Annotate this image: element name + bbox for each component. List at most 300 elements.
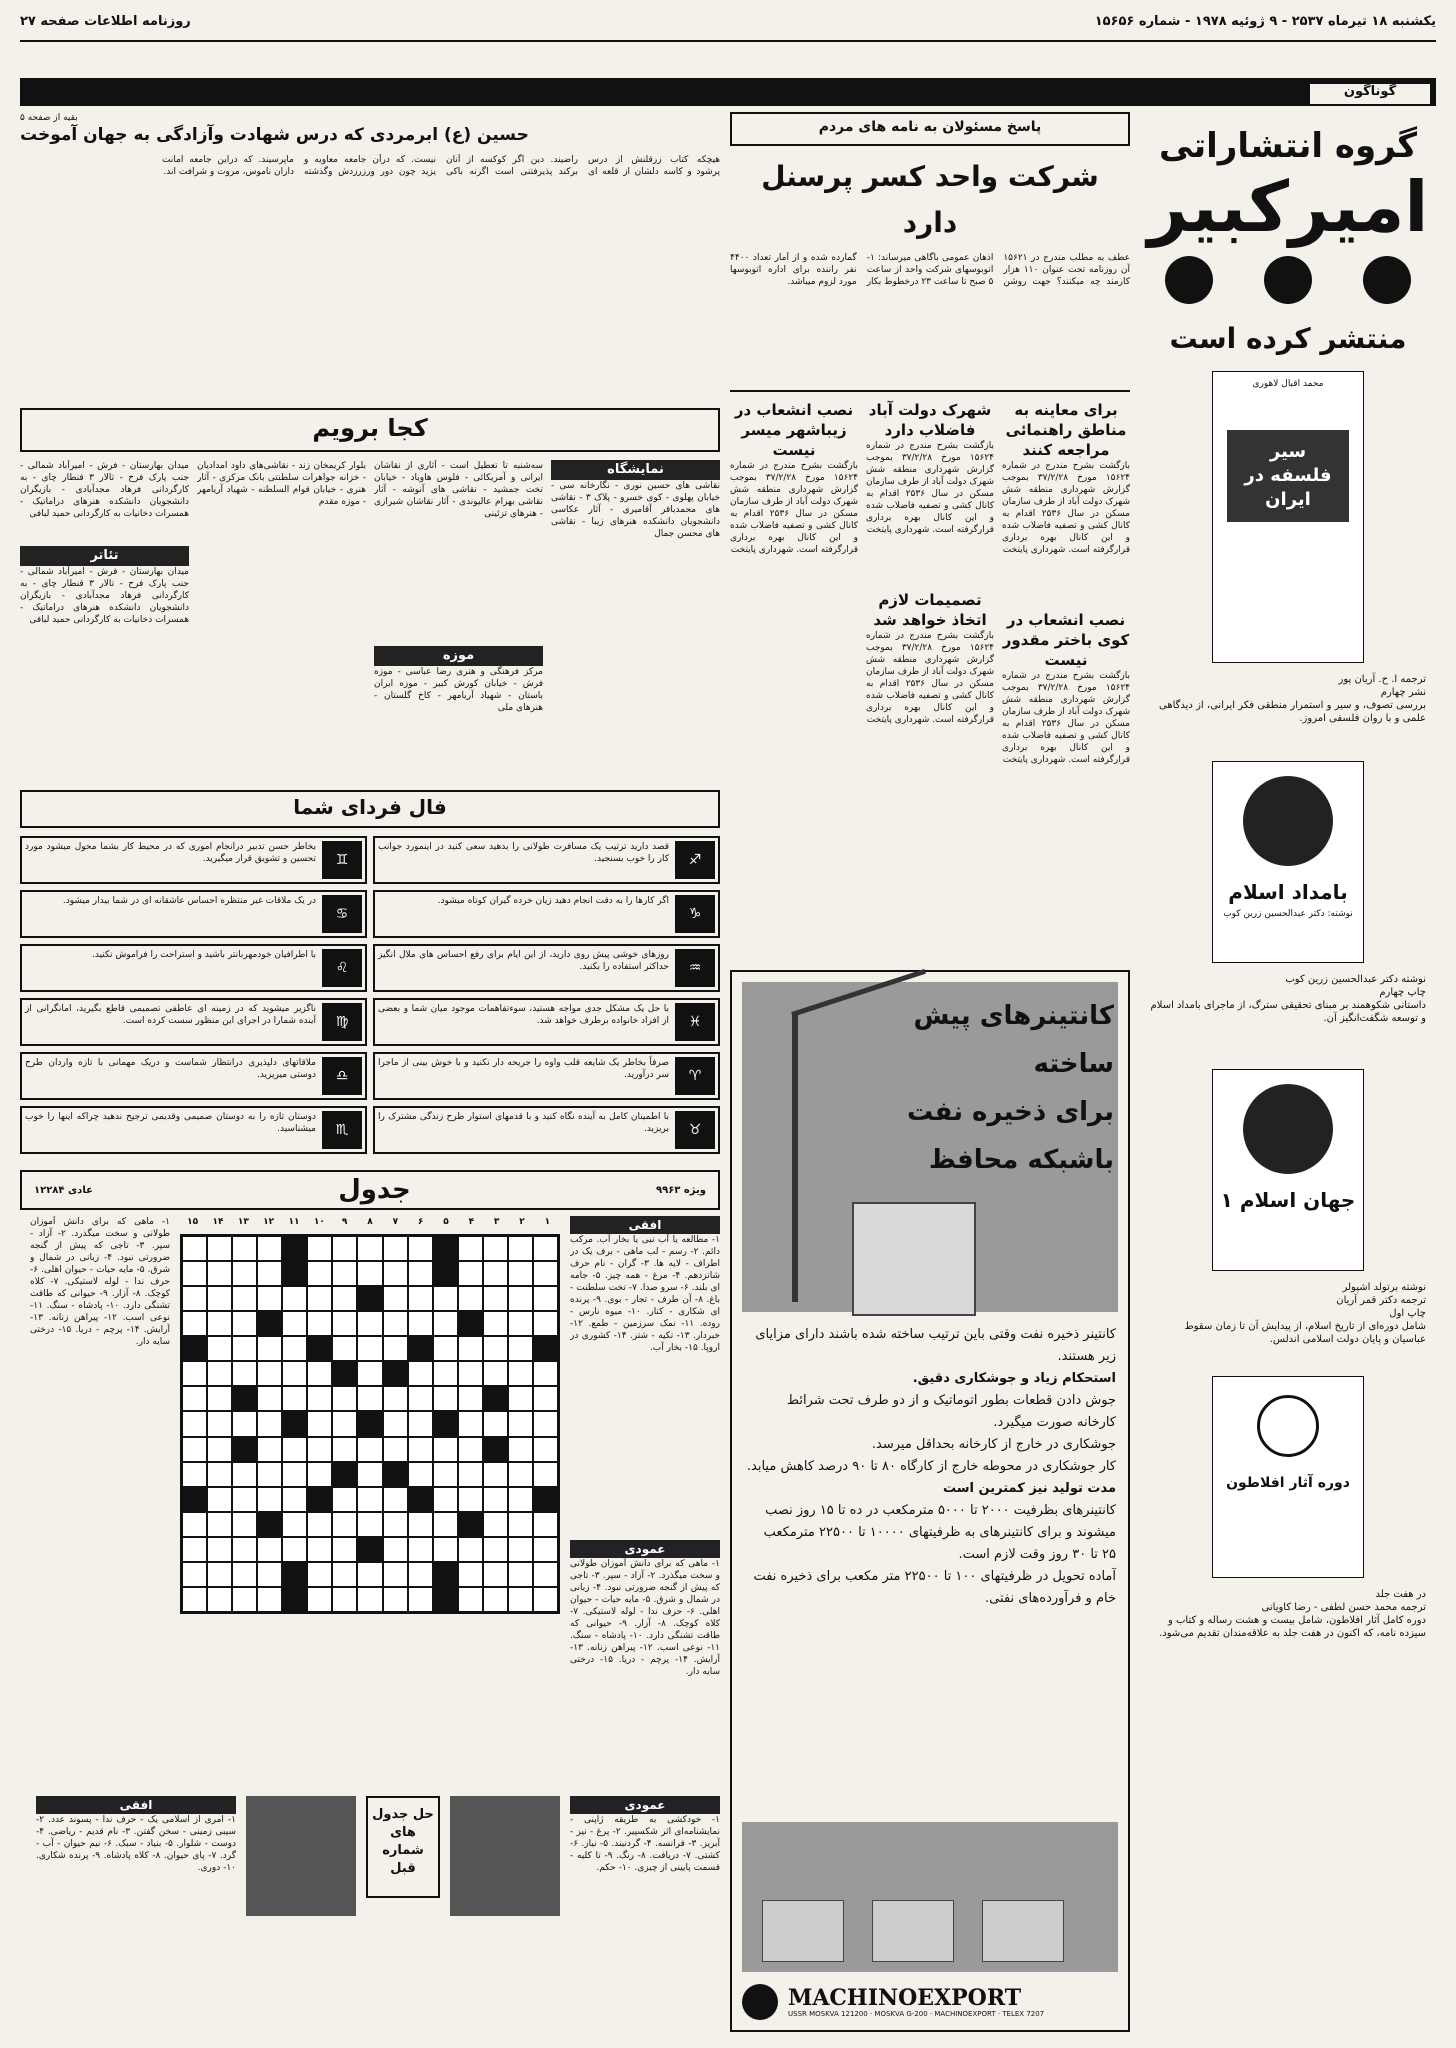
crossword-header	[20, 1170, 720, 1210]
crossword-cell[interactable]	[533, 1462, 558, 1487]
where-columns	[20, 460, 720, 775]
zodiac-sign-icon: ♓	[675, 1003, 715, 1041]
crossword-cell[interactable]	[383, 1261, 408, 1286]
museum-label: موزه	[374, 646, 543, 666]
ad-title-2: برای ذخیره نفت	[907, 1097, 1114, 1127]
crossword-cell[interactable]	[508, 1361, 533, 1386]
crossword-cell[interactable]	[433, 1487, 458, 1512]
crossword-cell[interactable]	[307, 1361, 332, 1386]
horoscope-text: روزهای خوشی پیش روی دارید، از این ایام برای رفع احساس های ملال انگیز حداکثر استفاده را بکنید.	[378, 950, 669, 972]
crossword-cell[interactable]	[232, 1361, 257, 1386]
crossword-cell[interactable]	[383, 1537, 408, 1562]
crossword-cell[interactable]	[458, 1236, 483, 1261]
crossword-cell[interactable]	[533, 1311, 558, 1336]
zodiac-sign-icon: ♈	[675, 1057, 715, 1095]
crossword-cell[interactable]	[483, 1487, 508, 1512]
crossword-cell[interactable]	[483, 1411, 508, 1436]
where-title: کجا برویم	[20, 408, 720, 452]
horoscope-item	[373, 944, 720, 992]
across-label: افقی	[36, 1796, 236, 1814]
crossword-cell[interactable]	[207, 1437, 232, 1462]
crossword-cell[interactable]	[408, 1286, 433, 1311]
horoscope-text: قصد دارید ترتیب یک مسافرت طولانی را بدهید سعی کنید در اینمورد جوانب کار را خوب بسنجید.	[378, 842, 669, 864]
crossword-cell[interactable]	[357, 1587, 382, 1612]
exhibit-label: نمایشگاه	[551, 460, 720, 480]
crossword-cell[interactable]	[282, 1361, 307, 1386]
crossword-cell[interactable]	[383, 1562, 408, 1587]
crossword-cell[interactable]	[483, 1361, 508, 1386]
crossword-cell[interactable]	[458, 1562, 483, 1587]
crossword-cell[interactable]	[508, 1537, 533, 1562]
crossword-cell[interactable]	[408, 1411, 433, 1436]
crossword-cell[interactable]	[257, 1462, 282, 1487]
crossword-cell[interactable]	[433, 1512, 458, 1537]
crossword-cell[interactable]	[282, 1311, 307, 1336]
crossword-cell[interactable]	[483, 1336, 508, 1361]
crossword-cell[interactable]	[383, 1236, 408, 1261]
horoscope-item	[20, 890, 367, 938]
crossword-cell[interactable]	[483, 1236, 508, 1261]
crossword-numbers	[180, 1216, 560, 1234]
section-title: گوناگون	[1310, 84, 1430, 104]
letter-body: بازگشت بشرح مندرج در شماره ۱۵۶۲۴ مورخ ۳۷/۲/۲۸ بموجب گزارش شهرداری منطقه شش شهرک دولت آباد از طرف سازمان مسکن در سال ۲۵۳۶ اقدام به کانال کشی و تصفیه فاضلاب شده و این کانال بهره برداری قرارگرفته است. شهرداری پایتخت	[730, 461, 858, 555]
column-number: ۱	[544, 1217, 551, 1227]
crossword-cell[interactable]	[257, 1537, 282, 1562]
crossword-cell[interactable]	[383, 1512, 408, 1537]
divider	[730, 390, 1130, 392]
crossword-cell[interactable]	[383, 1336, 408, 1361]
crossword-cell[interactable]	[257, 1236, 282, 1261]
crossword-cell[interactable]	[533, 1386, 558, 1411]
crossword-cell[interactable]	[182, 1311, 207, 1336]
solution-grid	[246, 1796, 356, 1916]
crossword-cell[interactable]	[307, 1236, 332, 1261]
horoscope-text: دوستان تازه را به دوستان صمیمی وقدیمی ترجیح ندهید چراکه اینها را خوب میشناسید.	[25, 1112, 316, 1134]
crossword-cell[interactable]	[207, 1286, 232, 1311]
crossword-cell[interactable]	[332, 1587, 357, 1612]
ad-brand	[742, 1980, 1118, 2024]
crossword-cell[interactable]	[257, 1261, 282, 1286]
crossword-cell[interactable]	[383, 1487, 408, 1512]
crossword-cell[interactable]	[458, 1487, 483, 1512]
crossword-title: جدول	[338, 1175, 411, 1205]
crossword-cell[interactable]	[182, 1236, 207, 1261]
crossword-cell[interactable]	[282, 1512, 307, 1537]
crossword-cell[interactable]	[257, 1386, 282, 1411]
zodiac-sign-icon: ♌	[322, 949, 362, 987]
crossword-cell[interactable]	[408, 1311, 433, 1336]
crossword-cell[interactable]	[408, 1537, 433, 1562]
letter-body: بازگشت بشرح مندرج در شماره ۱۵۶۲۴ مورخ ۳۷/۲/۲۸ بموجب گزارش شهرداری منطقه شش شهرک دولت آباد از طرف سازمان مسکن در سال ۲۵۳۶ اقدام به کانال کشی و تصفیه فاضلاب شده و این کانال بهره برداری قرارگرفته است. شهرداری پایتخت	[1002, 671, 1130, 765]
crossword-cell[interactable]	[282, 1487, 307, 1512]
zodiac-sign-icon: ♒	[675, 949, 715, 987]
crossword-cell[interactable]	[508, 1487, 533, 1512]
crossword-cell[interactable]	[257, 1411, 282, 1436]
ad-para: استحکام زیاد و جوشکاری دقیق.	[912, 1371, 1116, 1386]
crossword-block	[257, 1512, 282, 1537]
crossword-cell[interactable]	[182, 1286, 207, 1311]
zodiac-sign-icon: ♋	[322, 895, 362, 933]
crossword-body	[20, 1216, 720, 1788]
crossword-cell[interactable]	[182, 1261, 207, 1286]
lower-clues-left	[36, 1796, 236, 2046]
ad-para: آماده تحویل در ظرفیتهای ۱۰۰ تا ۲۲۵۰۰ متر مکعب برای ذخیره نفت خام و فرآورده‌های نفتی.	[753, 1569, 1116, 1606]
crossword-cell[interactable]	[508, 1236, 533, 1261]
ad-para: کار جوشکاری در محوطه خارج از کارگاه ۸۰ تا ۹۰ درصد کاهش میابد.	[746, 1459, 1116, 1474]
crossword-cell[interactable]	[207, 1361, 232, 1386]
crossword-cell[interactable]	[232, 1512, 257, 1537]
amirkabir-column	[1140, 112, 1436, 2032]
horoscope-text: بخاطر حسن تدبیر درانجام اموری که در محیط کار بشما محول میشود مورد تحسین و تشویق قرار میگیرید.	[25, 842, 316, 864]
crossword-block	[182, 1336, 207, 1361]
crossword-cell[interactable]	[408, 1512, 433, 1537]
crossword-cell[interactable]	[182, 1386, 207, 1411]
crossword-cell[interactable]	[207, 1462, 232, 1487]
crossword-cell[interactable]	[383, 1386, 408, 1411]
crossword-cell[interactable]	[207, 1336, 232, 1361]
crossword-cell[interactable]	[182, 1562, 207, 1587]
crossword-cell[interactable]	[207, 1487, 232, 1512]
crossword-cell[interactable]	[433, 1311, 458, 1336]
crossword-cell[interactable]	[232, 1587, 257, 1612]
zodiac-sign-icon: ♑	[675, 895, 715, 933]
horoscope-item	[373, 1106, 720, 1154]
crossword-cell[interactable]	[533, 1437, 558, 1462]
crossword-cell[interactable]	[508, 1512, 533, 1537]
crossword-cell[interactable]	[533, 1411, 558, 1436]
crossword-cell[interactable]	[408, 1386, 433, 1411]
crossword-cell[interactable]	[433, 1537, 458, 1562]
crossword-cell[interactable]	[182, 1411, 207, 1436]
crossword-cell[interactable]	[207, 1386, 232, 1411]
crossword-cell[interactable]	[232, 1286, 257, 1311]
down-clues: ۱- ماهی که برای دانش آموزان طولانی و سخت میگذرد. ۲- آزاد - سپر. ۳- تاجی که پیش از گنجه ضرورتی نبود. ۴- زبانی در شمال و شرق. ۵- مایه حیات - حیوان اهلی. ۶- حرف ندا - لوله لاستیکی. ۷- کلاه کوچک. ۸- آزار. ۹- حیوانی که طاقت تشنگی دارد. ۱۰- پادشاه - سنگ. ۱۱- نوعی اسب. ۱۲- پیراهن زنانه. ۱۳- آرایش. ۱۴- پرچم - دریا. ۱۵- درختی سایه دار.	[30, 1217, 170, 1347]
crossword-cell[interactable]	[182, 1587, 207, 1612]
crossword-cell[interactable]	[207, 1236, 232, 1261]
crossword-cell[interactable]	[282, 1437, 307, 1462]
crossword-cell[interactable]	[408, 1587, 433, 1612]
letters-col	[866, 400, 994, 810]
crossword-block	[232, 1386, 257, 1411]
crossword-cell[interactable]	[357, 1361, 382, 1386]
column-number: ۱۲	[263, 1217, 275, 1227]
crossword-cell[interactable]	[383, 1587, 408, 1612]
crossword-cell[interactable]	[282, 1386, 307, 1411]
crossword-cell[interactable]	[533, 1512, 558, 1537]
prev-solution-label: حل جدول های شماره قبل	[366, 1796, 440, 1898]
crossword-cell[interactable]	[483, 1512, 508, 1537]
crossword-cell[interactable]	[232, 1487, 257, 1512]
crossword-cell[interactable]	[332, 1386, 357, 1411]
crossword-cell[interactable]	[357, 1261, 382, 1286]
crossword-cell[interactable]	[508, 1562, 533, 1587]
crossword-cell[interactable]	[232, 1336, 257, 1361]
crossword-cell[interactable]	[533, 1361, 558, 1386]
crossword-cell[interactable]	[332, 1487, 357, 1512]
horoscope-item	[20, 998, 367, 1046]
crossword-cell[interactable]	[533, 1587, 558, 1612]
crossword-cell[interactable]	[508, 1286, 533, 1311]
book-author: محمد اقبال لاهوری	[1252, 379, 1324, 389]
crossword-cell[interactable]	[232, 1236, 257, 1261]
crossword-cell[interactable]	[182, 1537, 207, 1562]
crossword-cell[interactable]	[357, 1487, 382, 1512]
across-label: افقی	[570, 1216, 720, 1234]
crossword-cell[interactable]	[182, 1512, 207, 1537]
ad-para: کانتینرهای بظرفیت ۲۰۰۰ تا ۵۰۰۰ مترمکعب در ده تا ۱۵ روز نصب میشوند و برای کانتینرهای به ظرفیتهای ۱۰۰۰۰ تا ۲۲۵۰۰ مترمکعب ۲۵ تا ۳۰ روز وقت لازم است.	[763, 1503, 1116, 1562]
crossword-cell[interactable]	[257, 1286, 282, 1311]
crossword-cell[interactable]	[307, 1462, 332, 1487]
crossword-cell[interactable]	[458, 1437, 483, 1462]
crossword-block	[282, 1587, 307, 1612]
crossword-cell[interactable]	[533, 1286, 558, 1311]
crossword-cell[interactable]	[458, 1286, 483, 1311]
crossword-cell[interactable]	[433, 1336, 458, 1361]
crossword-cell[interactable]	[332, 1562, 357, 1587]
column-number: ۱۳	[237, 1217, 249, 1227]
crossword-cell[interactable]	[433, 1462, 458, 1487]
crossword-cell[interactable]	[307, 1512, 332, 1537]
crossword-block	[357, 1411, 382, 1436]
emblem-icon	[1363, 256, 1411, 304]
tank-body	[982, 1900, 1064, 1962]
book-cover	[1212, 371, 1364, 663]
crossword-cell[interactable]	[383, 1286, 408, 1311]
horoscope-grid	[20, 836, 720, 1154]
crossword-section	[20, 1170, 720, 2032]
crossword-cell[interactable]	[332, 1437, 357, 1462]
where-col	[20, 460, 189, 775]
crossword-cell[interactable]	[508, 1311, 533, 1336]
crossword-block	[307, 1487, 332, 1512]
crossword-cell[interactable]	[508, 1587, 533, 1612]
article-title: حسین (ع) ابرمردی که درس شهادت وآزادگی به جهان آموخت	[20, 125, 529, 145]
crossword-cell[interactable]	[458, 1537, 483, 1562]
crossword-cell[interactable]	[182, 1462, 207, 1487]
crossword-block	[307, 1336, 332, 1361]
crossword-cell[interactable]	[332, 1512, 357, 1537]
letters-lower	[730, 400, 1130, 810]
header-paper: روزنامه اطلاعات صفحه ۲۷	[20, 14, 191, 29]
crossword-cell[interactable]	[533, 1236, 558, 1261]
crossword-cell[interactable]	[232, 1311, 257, 1336]
crossword-cell[interactable]	[257, 1487, 282, 1512]
crossword-cell[interactable]	[282, 1537, 307, 1562]
horoscope-item	[373, 998, 720, 1046]
crossword-cell[interactable]	[182, 1437, 207, 1462]
column-number: ۵	[443, 1217, 449, 1227]
crossword-cell[interactable]	[508, 1386, 533, 1411]
crossword-cell[interactable]	[458, 1411, 483, 1436]
crossword-cell[interactable]	[483, 1286, 508, 1311]
section-bar	[20, 78, 1436, 106]
crossword-cell[interactable]	[257, 1562, 282, 1587]
crossword-cell[interactable]	[458, 1462, 483, 1487]
letter-body: بازگشت بشرح مندرج در شماره ۱۵۶۲۴ مورخ ۳۷/۲/۲۸ بموجب گزارش شهرداری منطقه شش شهرک دولت آباد از طرف سازمان مسکن در سال ۲۵۳۶ اقدام به کانال کشی و تصفیه فاضلاب شده و این کانال بهره برداری قرارگرفته است. شهرداری پایتخت	[1002, 461, 1130, 555]
brand-name: MACHINOEXPORT	[788, 1985, 1022, 2011]
crossword-cell[interactable]	[458, 1261, 483, 1286]
crossword-cell[interactable]	[207, 1587, 232, 1612]
amirkabir-logo: امیرکبیر	[1147, 166, 1429, 248]
crossword-cell[interactable]	[232, 1462, 257, 1487]
crossword-block	[433, 1236, 458, 1261]
crossword-cell[interactable]	[408, 1462, 433, 1487]
crossword-cell[interactable]	[357, 1311, 382, 1336]
crossword-cell[interactable]	[408, 1261, 433, 1286]
letter-title: نصب انشعاب در زیباشهر میسر نیست	[734, 401, 854, 459]
exhibit-body: نقاشی های حسین نوری - نگارخانه سی - خیابان پهلوی - کوی خسرو - پلاک ۳ - نقاشی های محمدباقر آقامیری - آثار عکاسی دانشجویان دانشکده هنرهای زیبا - نقاشی های محسن جمال	[551, 481, 720, 539]
crossword-cell[interactable]	[357, 1562, 382, 1587]
crossword-cell[interactable]	[257, 1361, 282, 1386]
crossword-cell[interactable]	[257, 1587, 282, 1612]
crossword-cell[interactable]	[408, 1361, 433, 1386]
crossword-cell[interactable]	[307, 1286, 332, 1311]
crossword-cell[interactable]	[408, 1236, 433, 1261]
crossword-cell[interactable]	[383, 1411, 408, 1436]
zodiac-sign-icon: ♐	[675, 841, 715, 879]
crossword-cell[interactable]	[332, 1236, 357, 1261]
crossword-cell[interactable]	[332, 1261, 357, 1286]
crossword-cell[interactable]	[508, 1336, 533, 1361]
crossword-cell[interactable]	[257, 1437, 282, 1462]
crossword-cell[interactable]	[533, 1562, 558, 1587]
crossword-cell[interactable]	[357, 1437, 382, 1462]
crossword-cell[interactable]	[508, 1411, 533, 1436]
ad-para: مدت تولید نیز کمترین است	[943, 1481, 1116, 1496]
crossword-grid	[180, 1234, 560, 1614]
crossword-cell[interactable]	[508, 1462, 533, 1487]
letter-title: شهرک دولت آباد فاضلاب دارد	[868, 401, 992, 439]
across-clues: ۱- مطالعه یا آب نبی یا بخار آب. مرکب دائم. ۲- رسم - لب ماهی - برف یک در اطراف - لایه ها. ۳- گران - نام حرف شانزدهم. ۴- مرغ - همه چیز. ۵- جامه ای بلند. ۶- سرو صدا. ۷- تخت سلطنت - باغ. ۸- آن طرف - تجار - بوی. ۹- پرنده ای شکاری - کنار. ۱۰- میوه نارس - روده. ۱۱- نمک سرزمین - طمع. ۱۲- خبردار. ۱۳- تکیه - شتر. ۱۴- کشوری در اروپا. ۱۵- بخار آب.	[570, 1235, 720, 1353]
column-number: ۳	[493, 1217, 500, 1227]
crossword-cell[interactable]	[307, 1562, 332, 1587]
museum-body: مرکز فرهنگی و هنری رضا عباسی - موزه فرش - خیابان کورش کبیر - موزه ایران باستان - شهیاد آریامهر - کاخ گلستان - هنرهای ملی	[374, 667, 543, 713]
column-number: ۴	[468, 1217, 475, 1227]
book-cover	[1212, 761, 1364, 963]
crossword-cell[interactable]	[207, 1311, 232, 1336]
crossword-cell[interactable]	[408, 1437, 433, 1462]
crossword-cell[interactable]	[433, 1361, 458, 1386]
crossword-cell[interactable]	[307, 1261, 332, 1286]
crossword-cell[interactable]	[282, 1336, 307, 1361]
where-text: سه‌شنبه تا تعطیل است - آثاری از نقاشان ایرانی و آمریکائی - فلوس هاویاد - خیابان تخت جمشید - نقاشی های آنوشه - آثار نقاشی بهرام عالیوندی - آثار نقاشان شیرازی - هنرهای تزئینی	[374, 461, 543, 519]
crossword-block	[433, 1411, 458, 1436]
crossword-cell[interactable]	[483, 1311, 508, 1336]
crossword-cell[interactable]	[307, 1386, 332, 1411]
crossword-cell[interactable]	[357, 1386, 382, 1411]
crossword-cell[interactable]	[307, 1411, 332, 1436]
crossword-cell[interactable]	[483, 1261, 508, 1286]
crossword-cell[interactable]	[207, 1261, 232, 1286]
crossword-cell[interactable]	[508, 1437, 533, 1462]
crossword-cell[interactable]	[458, 1336, 483, 1361]
crossword-cell[interactable]	[458, 1361, 483, 1386]
column-number: ۱۰	[313, 1217, 325, 1227]
where-col	[197, 460, 366, 775]
crossword-cell[interactable]	[207, 1562, 232, 1587]
crossword-block	[458, 1311, 483, 1336]
crossword-block	[483, 1437, 508, 1462]
seal-icon	[1243, 776, 1333, 866]
machinoexport-ad	[730, 970, 1130, 2032]
where-col	[374, 460, 543, 775]
horoscope-item	[20, 944, 367, 992]
crossword-cell[interactable]	[332, 1411, 357, 1436]
crossword-cell[interactable]	[232, 1562, 257, 1587]
crossword-cell[interactable]	[307, 1587, 332, 1612]
article-lead: بقیه از صفحه ۵	[20, 113, 78, 123]
regular-label: عادی ۱۲۲۸۴	[34, 1184, 93, 1196]
crossword-cell[interactable]	[207, 1512, 232, 1537]
crossword-cell[interactable]	[357, 1512, 382, 1537]
crossword-cell[interactable]	[282, 1462, 307, 1487]
crossword-cell[interactable]	[307, 1437, 332, 1462]
clues-left	[30, 1216, 170, 1788]
crossword-cell[interactable]	[433, 1386, 458, 1411]
crossword-cell[interactable]	[357, 1462, 382, 1487]
crossword-cell[interactable]	[332, 1286, 357, 1311]
crossword-cell[interactable]	[483, 1562, 508, 1587]
crossword-cell[interactable]	[232, 1537, 257, 1562]
letters-section	[730, 112, 1130, 962]
crossword-cell[interactable]	[307, 1311, 332, 1336]
crossword-cell[interactable]	[458, 1386, 483, 1411]
crossword-cell[interactable]	[332, 1311, 357, 1336]
header-rule	[20, 40, 1436, 42]
letter-title: برای معاینه به مناطق راهنمائی مراجعه کنند	[1005, 401, 1127, 459]
crossword-cell[interactable]	[433, 1437, 458, 1462]
crossword-cell[interactable]	[533, 1537, 558, 1562]
horoscope-item	[373, 1052, 720, 1100]
crossword-cell[interactable]	[232, 1261, 257, 1286]
zodiac-sign-icon: ♉	[675, 1111, 715, 1149]
crossword-cell[interactable]	[182, 1361, 207, 1386]
crossword-cell[interactable]	[332, 1336, 357, 1361]
crossword-cell[interactable]	[307, 1537, 332, 1562]
crossword-cell[interactable]	[207, 1411, 232, 1436]
book-description: در هفت جلد ترجمه محمد حسن لطفی - رضا کاویانی دوره کامل آثار افلاطون، شامل بیست و هشت رساله و کتاب و سیزده نامه، که اکنون در هفت جلد به علاقه‌مندان تقدیم می‌شود.	[1159, 1589, 1426, 1639]
crossword-cell[interactable]	[357, 1236, 382, 1261]
crossword-cell[interactable]	[207, 1537, 232, 1562]
crossword-cell[interactable]	[383, 1437, 408, 1462]
crossword-block	[433, 1261, 458, 1286]
crossword-cell[interactable]	[483, 1462, 508, 1487]
crossword-cell[interactable]	[383, 1311, 408, 1336]
crossword-cell[interactable]	[483, 1587, 508, 1612]
crossword-cell[interactable]	[282, 1286, 307, 1311]
crossword-cell[interactable]	[508, 1261, 533, 1286]
horoscope-text: ناگزیر میشوید که در زمینه ای عاطفی تصمیمی قاطع بگیرید، امانگرانی از آینده شمارا در اجرای این منظور سست کرده است.	[25, 1004, 316, 1026]
crossword-cell[interactable]	[357, 1336, 382, 1361]
crossword-cell[interactable]	[483, 1537, 508, 1562]
crossword-block	[433, 1587, 458, 1612]
crane-mast	[792, 1012, 798, 1302]
crossword-cell[interactable]	[458, 1587, 483, 1612]
crossword-cell[interactable]	[533, 1261, 558, 1286]
book-description: ترجمه ا. ح. آریان پور نشر چهارم بررسی تصوف، و سیر و استمرار منطقی فکر ایرانی، از دیدگاهی علمی و با روان فلسفی امروز.	[1158, 674, 1426, 724]
crossword-cell[interactable]	[408, 1562, 433, 1587]
crossword-cell[interactable]	[257, 1336, 282, 1361]
crossword-cell[interactable]	[232, 1411, 257, 1436]
crossword-block	[332, 1462, 357, 1487]
horoscope-text: با اطمینان کامل به آینده نگاه کنید و با قدمهای استوار طرح زندگی مشترک را بریزید.	[378, 1112, 669, 1134]
crossword-cell[interactable]	[332, 1537, 357, 1562]
crossword-cell[interactable]	[433, 1286, 458, 1311]
machinoexport-logo-icon	[742, 1984, 778, 2020]
book-author: نوشته: دکتر عبدالحسین زرین کوب	[1223, 909, 1353, 919]
book-cover	[1212, 1376, 1364, 1578]
seal-icon	[1243, 1084, 1333, 1174]
